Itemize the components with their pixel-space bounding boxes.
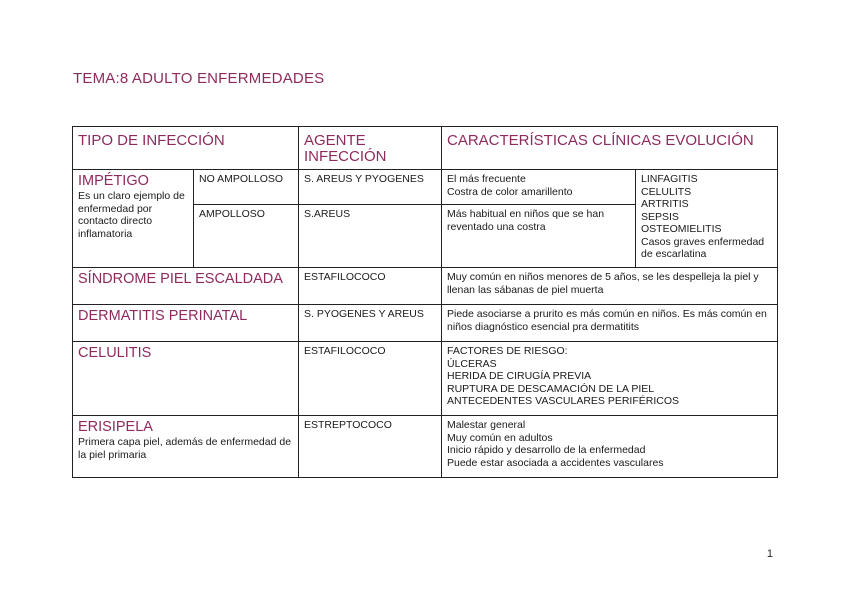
disease-description: Es un claro ejemplo de enfermedad por contacto directo inflamatoria xyxy=(78,190,185,240)
caracteristicas-cell xyxy=(442,170,636,205)
caracteristica-line: HERIDA DE CIRUGÍA PREVIA xyxy=(447,370,592,382)
disease-name: DERMATITIS PERINATAL xyxy=(78,308,248,324)
caracteristica-line: Costra de color amarillento xyxy=(447,185,573,198)
caracteristicas-cell xyxy=(442,342,778,416)
disease-name: SÍNDROME PIEL ESCALDADA xyxy=(78,271,283,287)
table-row-erisipela xyxy=(73,416,778,478)
agente-cell: ESTREPTOCOCO xyxy=(299,416,442,478)
header-caracteristicas: CARACTERÍSTICAS CLÍNICAS EVOLUCIÓN xyxy=(442,127,778,170)
disease-description: Primera capa piel, además de enfermedad de la piel primaria xyxy=(78,436,292,461)
caracteristicas-cell: Más habitual en niños que se han reventado una costra xyxy=(442,205,636,268)
caracteristica-line: Inicio rápido y desarrollo de la enfermedad xyxy=(447,444,646,456)
agente-cell: S.AREUS xyxy=(299,205,442,268)
table-row-celulitis xyxy=(73,342,778,416)
caracteristicas-cell xyxy=(442,416,778,478)
agente-cell: ESTAFILOCOCO xyxy=(299,268,442,305)
caracteristica-line: FACTORES DE RIESGO: xyxy=(447,345,568,357)
evolucion-line: Casos graves enfermedad de escarlatina xyxy=(641,235,765,260)
agente-cell: S. AREUS Y PYOGENES xyxy=(299,170,442,205)
evolucion-line: CELULITS xyxy=(641,185,692,198)
disease-cell xyxy=(73,416,299,478)
caracteristica-line: RUPTURA DE DESCAMACIÓN DE LA PIEL xyxy=(447,382,655,395)
caracteristica-line: Puede estar asociada a accidentes vasculares xyxy=(447,456,664,469)
header-agente-infeccion: AGENTE INFECCIÓN xyxy=(299,127,442,170)
subtype-cell: NO AMPOLLOSO xyxy=(194,170,299,205)
evolucion-line: OSTEOMIELITIS xyxy=(641,223,722,235)
disease-cell xyxy=(73,268,299,305)
table-row-impetigo-no-ampolloso xyxy=(73,170,778,205)
caracteristica-line: ÚLCERAS xyxy=(447,357,497,370)
impetigo-cell xyxy=(73,170,194,268)
disease-cell xyxy=(73,305,299,342)
evolucion-cell xyxy=(636,170,778,268)
page-title: TEMA:8 ADULTO ENFERMEDADES xyxy=(73,70,325,87)
subtype-cell: AMPOLLOSO xyxy=(194,205,299,268)
agente-cell: ESTAFILOCOCO xyxy=(299,342,442,416)
table-row-sindrome-piel-escaldada xyxy=(73,268,778,305)
caracteristica-line: Muy común en adultos xyxy=(447,431,553,444)
caracteristica-line: ANTECEDENTES VASCULARES PERIFÉRICOS xyxy=(447,395,680,407)
disease-name: IMPÉTIGO xyxy=(78,173,149,189)
diseases-table xyxy=(72,126,778,478)
header-tipo-infeccion: TIPO DE INFECCIÓN xyxy=(73,127,299,170)
disease-name: ERISIPELA xyxy=(78,419,153,435)
agente-cell: S. PYOGENES Y AREUS xyxy=(299,305,442,342)
table-header-row xyxy=(73,127,778,170)
evolucion-line: LINFAGITIS xyxy=(641,173,698,185)
evolucion-line: ARTRITIS xyxy=(641,198,689,210)
evolucion-line: SEPSIS xyxy=(641,210,679,223)
caracteristica-line: El más frecuente xyxy=(447,173,526,185)
caracteristicas-cell: Muy común en niños menores de 5 años, se les despelleja la piel y llenan las sábanas de piel muerta xyxy=(442,268,778,305)
table-row-dermatitis-perinatal xyxy=(73,305,778,342)
disease-name: CELULITIS xyxy=(78,345,152,361)
disease-cell xyxy=(73,342,299,416)
caracteristica-line: Malestar general xyxy=(447,419,526,431)
caracteristicas-cell: Piede asociarse a prurito es más común en niños. Es más común en niños diagnóstico esencial pra dermatitits xyxy=(442,305,778,342)
page-number: 1 xyxy=(766,548,773,560)
